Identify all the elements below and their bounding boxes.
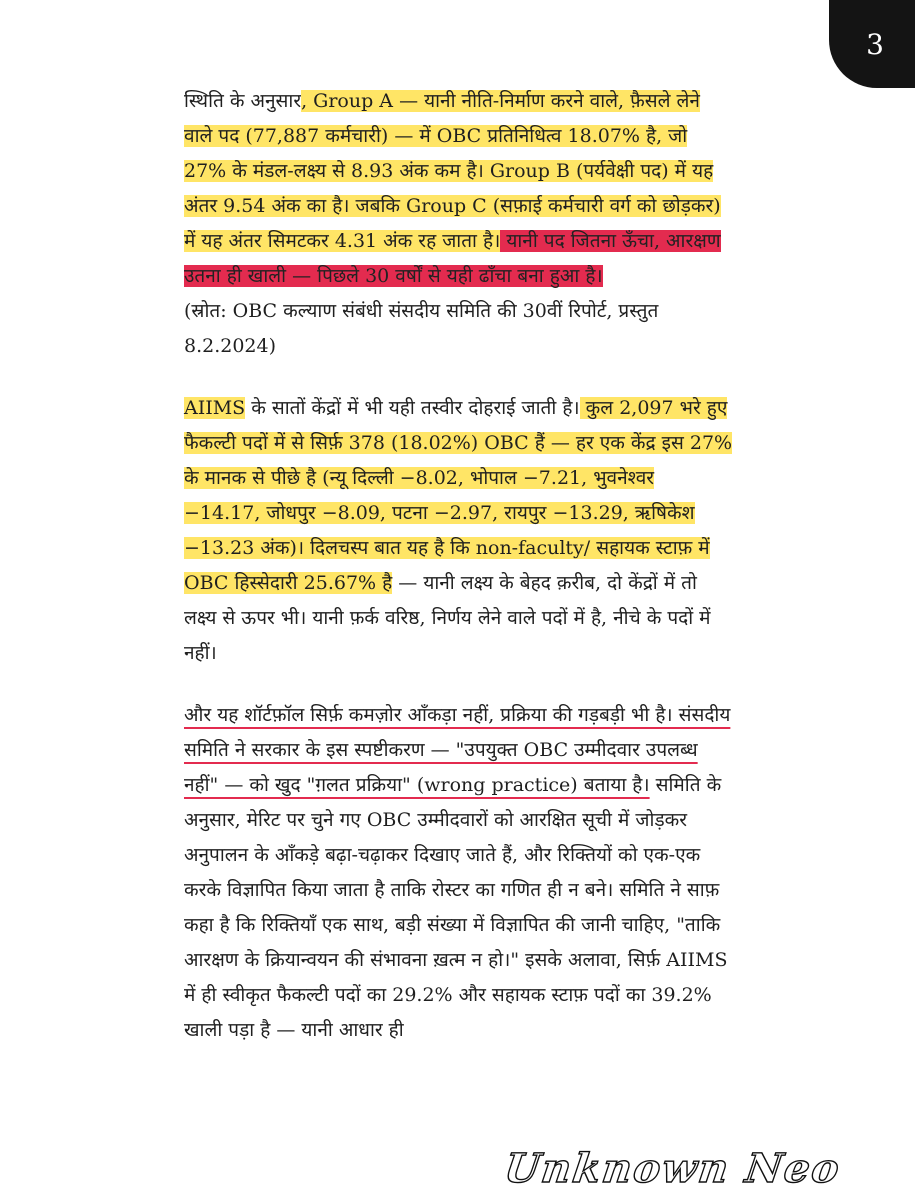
paragraph-3: [184, 698, 734, 1048]
p3-underlined-red: और यह शॉर्टफ़ॉल सिर्फ़ कमज़ोर आँकड़ा नहीं, प्रक्रिया की गड़बड़ी भी है। संसदीय समिति ने सरकार के इस स्पष्टीकरण — "उपयुक्त OBC उम्मीदवार उपलब्ध नहीं" — को खुद "ग़लत प्रक्रिया" (wrong practice) बताया है।: [184, 704, 731, 796]
paragraph-1: [184, 84, 734, 364]
p2-highlight-aiims: AIIMS: [184, 397, 246, 419]
page-number-badge: [829, 0, 915, 88]
p2-highlight-yellow: कुल 2,097 भरे हुए फैकल्टी पदों में से सिर्फ़ 378 (18.02%) OBC हैं — हर एक केंद्र इस 27% के मानक से पीछे है (न्यू दिल्ली −8.02, भोपाल −7.21, भुवनेश्वर −14.17, जोधपुर −8.09, पटना −2.97, रायपुर −13.29, ऋषिकेश −13.23 अंक)। दिलचस्प बात यह है कि non-faculty/ सहायक स्टाफ़ में OBC हिस्सेदारी 25.67% है: [184, 397, 733, 594]
p3-text-plain: समिति के अनुसार, मेरिट पर चुने गए OBC उम्मीदवारों को आरक्षित सूची में जोड़कर अनुपालन के आँकड़े बढ़ा-चढ़ाकर दिखाए जाते हैं, और रिक्तियों को एक-एक करके विज्ञापित किया जाता है ताकि रोस्टर का गणित ही न बने। समिति ने साफ़ कहा है कि रिक्तियाँ एक साथ, बड़ी संख्या में विज्ञापित की जानी चाहिए, "ताकि आरक्षण के क्रियान्वयन की संभावना ख़त्म न हो।" इसके अलावा, सिर्फ़ AIIMS में ही स्वीकृत फैकल्टी पदों का 29.2% और सहायक स्टाफ़ पदों का 39.2% खाली पड़ा है — यानी आधार ही: [184, 774, 728, 1041]
watermark-signature: Unknown Neo: [502, 1145, 845, 1192]
p1-highlight-yellow: , Group A — यानी नीति-निर्माण करने वाले, फ़ैसले लेने वाले पद (77,887 कर्मचारी) — में OBC प्रतिनिधित्व 18.07% है, जो 27% के मंडल-लक्ष्य से 8.93 अंक कम है। Group B (पर्यवेक्षी पद) में यह अंतर 9.54 अंक का है। जबकि Group C (सफ़ाई कर्मचारी वर्ग को छोड़कर) में यह अंतर सिमटकर 4.31 अंक रह जाता है।: [184, 90, 721, 252]
article-body: [184, 84, 734, 1075]
page-number: 3: [866, 27, 884, 61]
p2-text-plain-2: — यानी लक्ष्य के बेहद क़रीब, दो केंद्रों में तो लक्ष्य से ऊपर भी। यानी फ़र्क वरिष्ठ, निर्णय लेने वाले पदों में है, नीचे के पदों में नहीं।: [184, 572, 711, 664]
p1-highlight-red: यानी पद जितना ऊँचा, आरक्षण उतना ही खाली — पिछले 30 वर्षों से यही ढाँचा बना हुआ है।: [184, 230, 721, 287]
p1-text-plain: स्थिति के अनुसार: [184, 90, 302, 112]
paragraph-2: [184, 391, 734, 671]
p2-text-plain-1: के सातों केंद्रों में भी यही तस्वीर दोहराई जाती है।: [245, 397, 580, 419]
p1-source-citation: (स्रोत: OBC कल्याण संबंधी संसदीय समिति की 30वीं रिपोर्ट, प्रस्तुत 8.2.2024): [184, 300, 659, 357]
